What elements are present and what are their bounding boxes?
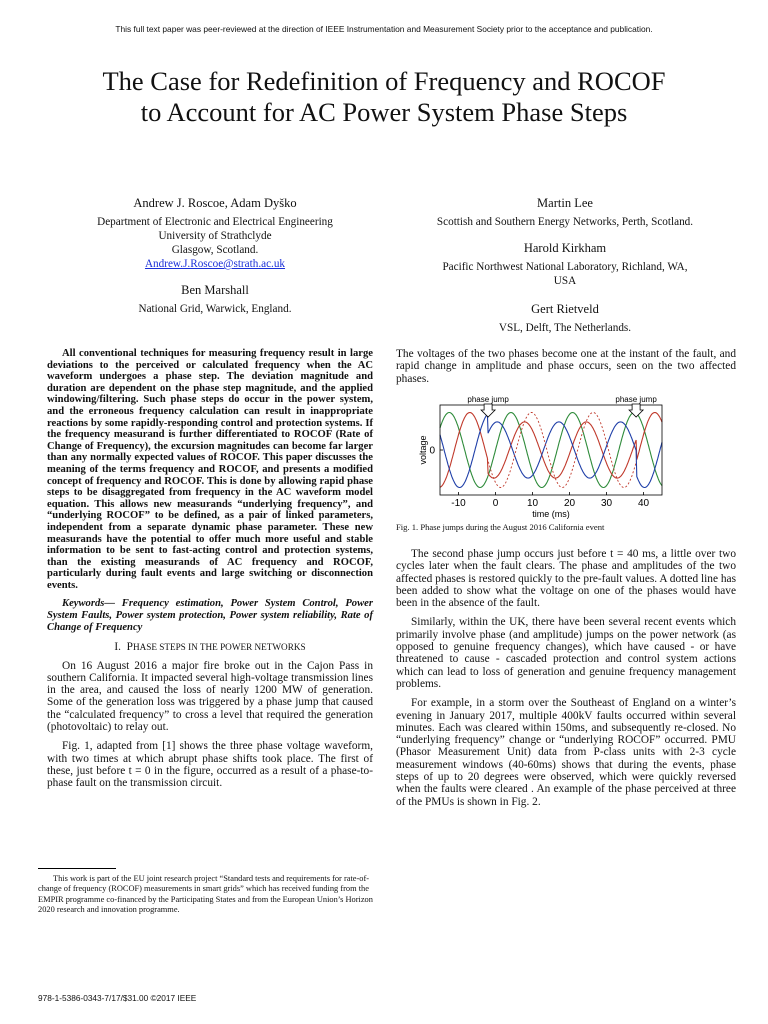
x-tick-label: 20	[563, 498, 576, 509]
author-block-marshall	[40, 283, 390, 316]
author-block-lee	[390, 196, 740, 229]
author-block-kirkham	[390, 241, 740, 288]
author-name: Andrew J. Roscoe, Adam Dyško	[133, 196, 297, 210]
right-column-body	[396, 548, 736, 815]
author-block-rietveld	[390, 302, 740, 335]
author-name: Ben Marshall	[181, 283, 249, 297]
section-title-initial: P	[126, 641, 133, 654]
series-line-1	[440, 413, 662, 488]
annotation-label: phase jump	[615, 395, 657, 404]
author-name: Harold Kirkham	[523, 241, 607, 255]
series-line-0	[440, 413, 662, 488]
peer-review-notice: This full text paper was peer-reviewed at the direction of IEEE Instrumentation and Measurement Society prior to the acceptance and publication.	[115, 24, 653, 34]
figure-1	[400, 393, 670, 524]
title-line-1: The Case for Redefinition of Frequency and ROCOF	[102, 66, 666, 96]
y-axis-label: voltage	[418, 435, 428, 465]
affiliation-line: Glasgow, Scotland.	[171, 244, 259, 256]
affiliation-line: VSL, Delft, The Netherlands.	[498, 322, 632, 334]
affiliation-line: Scottish and Southern Energy Networks, Perth, Scotland.	[436, 216, 694, 228]
body-paragraph: On 16 August 2016 a major fire broke out in the Cajon Pass in southern California. It impacted several high-voltage transmission lines in the area, and caused the loss of nearly 1200 MW of generation. Some of the generation loss was triggered by a phase jump that caused the “calculated frequency” to cross a level that required the generation (photovoltaic) to relay out.	[47, 659, 373, 734]
affiliation-line: Pacific Northwest National Laboratory, Richland, WA,	[442, 261, 688, 273]
x-tick-label: 30	[600, 498, 613, 509]
body-paragraph: Similarly, within the UK, there have been several recent events which primarily involve phase (and amplitude) jumps on the power network (as opposed to genuine frequency changes), which have caused - or have threatened to cause - cascaded protection and control system actions which can lead to loss of generation and genuine frequency management problems.	[396, 616, 736, 690]
copyright-line: 978-1-5386-0343-7/17/$31.00 ©2017 IEEE	[38, 993, 197, 1003]
body-paragraph: The second phase jump occurs just before t = 40 ms, a little over two cycles later when the fault clears. The phase and amplitudes of the two affected phases is restored quickly to the pre-fault values. A dotted line has been added to show what the voltage on one of the phases would have been in the absence of the fault.	[396, 548, 736, 610]
annotation-arrow	[481, 404, 495, 417]
author-name: Gert Rietveld	[531, 302, 599, 316]
annotation-label: phase jump	[467, 395, 509, 404]
title-line-2: to Account for AC Power System Phase Steps	[140, 97, 628, 127]
left-column	[47, 348, 373, 797]
figure-caption: Fig. 1. Phase jumps during the August 2016 California event	[396, 522, 605, 532]
paper-title	[40, 66, 728, 128]
affiliation-line: National Grid, Warwick, England.	[138, 303, 292, 315]
footnote-divider	[38, 868, 116, 869]
x-tick-label: 10	[526, 498, 539, 509]
body-paragraph: Fig. 1, adapted from [1] shows the three phase voltage waveform, with two times at which abrupt phase shifts took place. The first of these, just before t = 0 in the figure, occurred as a result of a phase-to-phase fault on the transmission circuit.	[47, 740, 373, 790]
series-line-2	[440, 414, 662, 487]
funding-footnote: This work is part of the EU joint research project “Standard tests and requirements for rate-of-change of frequency (ROCOF) measurements in smart grids” which has received funding from the EMPIR programme co-financed by the Participating States and from the European Union’s Horizon 2020 research and innovation programme.	[38, 874, 373, 914]
affiliation-line: University of Strathclyde	[158, 230, 272, 242]
x-tick-label: 0	[492, 498, 499, 509]
author-name: Martin Lee	[537, 196, 593, 210]
author-block-roscoe	[40, 196, 390, 271]
right-column-top	[396, 348, 736, 392]
affiliation-line: USA	[553, 275, 577, 287]
section-heading	[47, 641, 373, 653]
section-number: I.	[114, 641, 121, 654]
body-paragraph: The voltages of the two phases become one at the instant of the fault, and rapid change in amplitude and phase occurs, seen on the two affected phases.	[396, 348, 736, 385]
body-paragraph: For example, in a storm over the Southeast of England on a winter’s evening in January 2017, multiple 400kV faults occurred within several minutes. Each was cleared within 150ms, and subsequently re-closed. No “underlying frequency” change or “underlying ROCOF” occurred. PMU (Phasor Measurement Unit) data from P-class units with 2-3 cycle measurement windows (40-60ms) shows that during the events, phase steps of up to 20 degrees were observed, which were quickly reversed when the faults were cleared . An example of the phase perceived at three of the PMUs is shown in Fig. 2.	[396, 697, 736, 808]
x-tick-label: 40	[637, 498, 650, 509]
y-tick-label: 0	[429, 445, 435, 457]
index-terms: Keywords— Frequency estimation, Power System Control, Power System Faults, Power system protection, Power system reliability, Rate of Change of Frequency	[47, 598, 373, 633]
abstract: All conventional techniques for measuring frequency result in large deviations to the perceived or calculated frequency when the AC waveform undergoes a phase step. The deviation magnitude and duration are dependent on the phase step magnitude, and the applied windowing/filtering. Such phase steps do occur in the power system, and the erroneous frequency calculation can result in inappropriate reactions by some rapidly-responding control and protection systems. If the frequency measurand is further differentiated to ROCOF (Rate of Change of Frequency), the excursion magnitudes can become far larger than any normally expected values of ROCOF. This paper discusses the meaning of the terms frequency and ROCOF, and presents a modified concept of frequency and ROCOF. This is done by allowing rapid phase steps to be disaggregated from frequency in the AC waveform model equation. This allows new measurands “underlying frequency”, and “underlying ROCOF” to be defined, as a pair of linked parameters, independent from a separate dynamic phase parameter. These new measurands have the potential to offer much more useful and stable information to be sent to fast-acting control and protection systems, than the existing measurands of AC frequency and ROCOF, particularly during fault events and large switching or disconnection events.	[47, 348, 373, 591]
x-tick-label: -10	[451, 498, 466, 509]
affiliation-line: Department of Electronic and Electrical Engineering	[97, 216, 333, 228]
series-line-3	[440, 413, 662, 488]
author-email-link[interactable]: Andrew.J.Roscoe@strath.ac.uk	[144, 258, 286, 270]
x-axis-label: time (ms)	[532, 509, 570, 519]
phase-jump-chart	[400, 393, 670, 519]
section-title-rest: HASE STEPS IN THE POWER NETWORKS	[132, 642, 306, 653]
